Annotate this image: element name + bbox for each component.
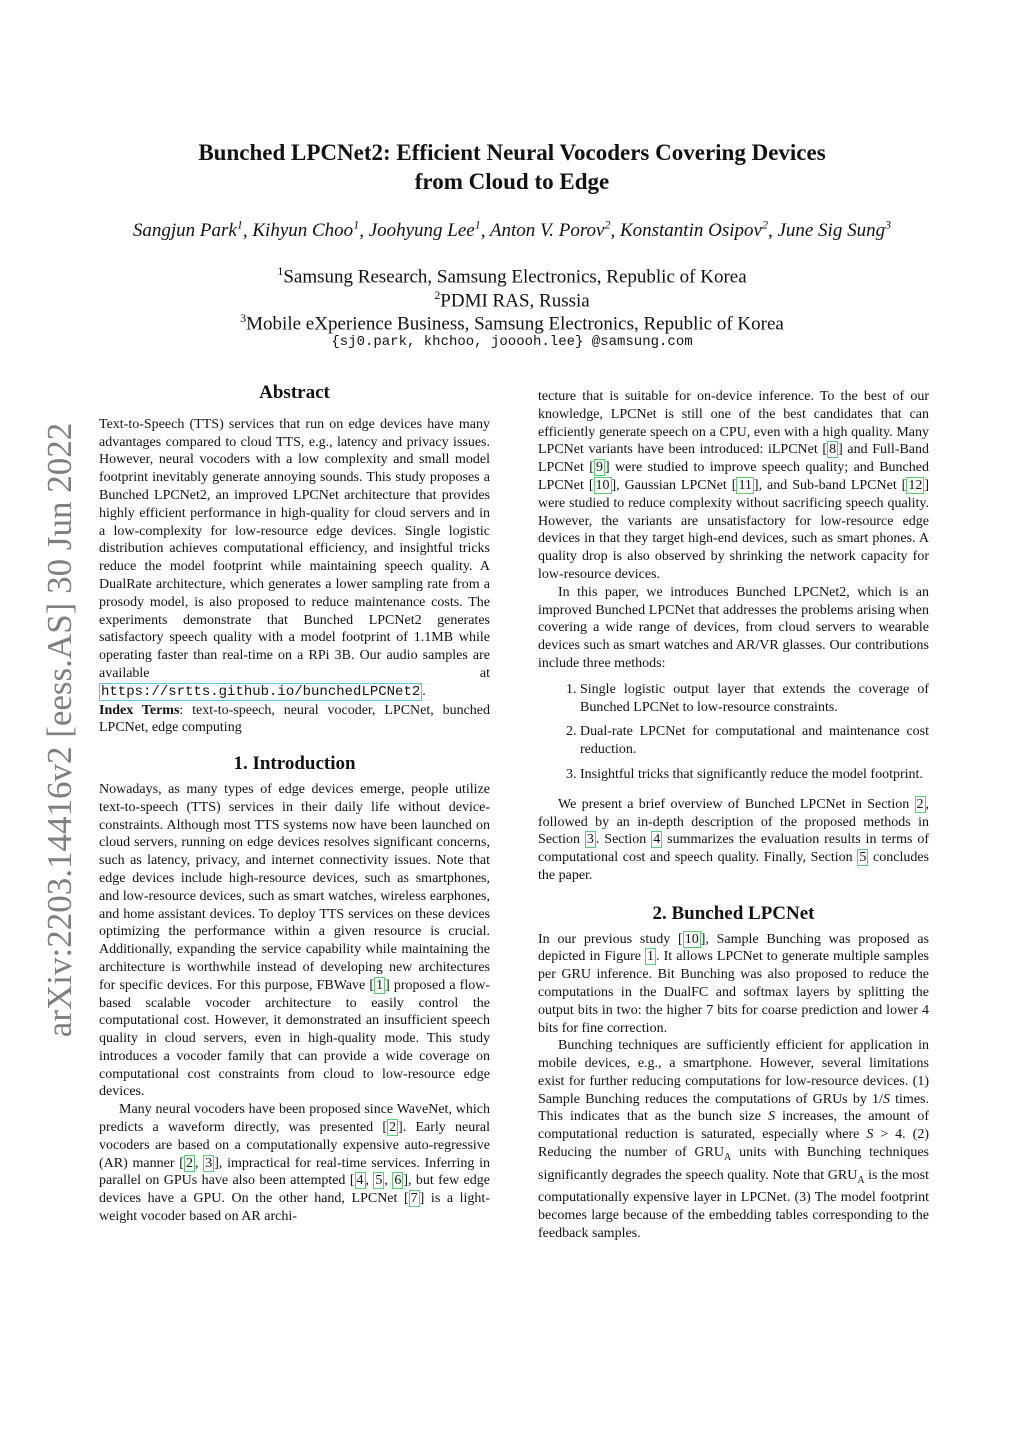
bunched-lpcnet-heading: 2. Bunched LPCNet <box>652 902 815 924</box>
contribution-list <box>538 681 929 784</box>
citation-link[interactable]: 10 <box>684 931 699 947</box>
author: Kihyun Choo$^1$ <box>252 218 360 242</box>
intro-paragraph-1: Nowadays, as many types of edge devices emerge, people utilize text-to-speech (TTS) services in their daily life without device-constraints. Although most TTS systems now have been launched on cloud servers, running on edge devices resolves significant concerns, such as latency, privacy, and internet connectivity issues. Note that edge devices include high-resource devices, such as smartphones, and low-resource devices, such as smart watches, wireless earphones, and home assistant devices. To deploy TTS services on these devices optimizing the performance within a given resource is crucial. Additionally, expanding the service capability while maintaining the architecture is worthwhile instead of developing new architectures for specific devices. For this purpose, FBWave [ 1 ] proposed a flow-based scalable vocoder architecture to easily control the computational cost. However, it demonstrated an insufficient speech quality in cloud servers, even in high-quality mode. This study introduces a vocoder family that can provide a wide coverage on computational cost constraints from cloud to low-resource edge devices. <box>99 781 490 1100</box>
email-line: {sj0.park, khchoo, jooooh.lee} @samsung.com <box>331 334 693 350</box>
section-link[interactable]: 2 <box>916 796 924 812</box>
right-column <box>538 388 929 1243</box>
section-link[interactable]: 4 <box>653 832 661 848</box>
author: June Sig Sung$^3$ <box>777 218 892 242</box>
citation-link[interactable]: 10 <box>595 477 610 493</box>
affiliation-2: $^2$PDMI RAS, Russia <box>434 288 590 312</box>
section-link[interactable]: 3 <box>586 832 594 848</box>
samples-link[interactable]: https://srtts.github.io/bunchedLPCNet2 <box>101 683 421 700</box>
abstract-text: Text-to-Speech (TTS) services that run on edge devices have many advantages compared to cloud TTS, e.g., latency and privacy issues. However, neural vocoders with a low complexity and small model footprint inevitably generate annoying sounds. This study proposes a Bunched LPCNet2, an improved LPCNet architecture that provides highly efficient performance in high-quality for cloud servers and in a low-complexity for low-resource edge devices. Single logistic distribution achieves computational efficiency, and insightful tricks reduce the model footprint while maintaining speech quality. A DualRate architecture, which generates a lower sampling rate from a prosody model, is also proposed to reduce maintenance costs. The experiments demonstrate that Bunched LPCNet2 generates satisfactory speech quality with a model footprint of 1.1MB while operating faster than real-time on a RPi 3B. Our audio samples are available at https://srtts.github.io/bunchedLPCNet2 . <box>99 416 490 700</box>
list-item: 2. Dual-rate LPCNet for computational and maintenance cost reduction. <box>580 723 929 759</box>
citation-link[interactable]: 8 <box>829 442 837 458</box>
affiliation-3: $^3$Mobile eXperience Business, Samsung Electronics, Republic of Korea <box>240 311 784 335</box>
figure-link[interactable]: 1 <box>647 949 655 965</box>
section-link[interactable]: 5 <box>859 850 867 866</box>
bunched-paragraph-2: Bunching techniques are sufficiently efficient for application in mobile devices, e.g., a smartphone. However, several limitations exist for further reducing computations for low-resource devices. (1) Sample Bunching reduces the computations of GRUs by 1/S times. This indicates that as the bunch size S increases, the amount of computational reduction is saturated, especially where S > 4. (2) Reducing the number of $GRU_A$ units with Bunching techniques significantly degrades the speech quality. Note that $GRU_A$ is the most computationally expensive layer in LPCNet. (3) The model footprint becomes large because of the embedding tables corresponding to the feedback samples. <box>538 1038 930 1241</box>
paper-title <box>0 138 1024 196</box>
intro-paragraph-4: In this paper, we introduces Bunched LPCNet2, which is an improved Bunched LPCNet that addresses the problems arising when covering a wide range of devices, from cloud servers to wearable devices such as smart watches and AR/VR glasses. Our contributions include three methods: <box>538 584 929 671</box>
affiliation-1: $^1$Samsung Research, Samsung Electronics, Republic of Korea <box>277 264 747 288</box>
list-item: 3. Insightful tricks that significantly reduce the model footprint. <box>580 766 929 784</box>
title-line-1: Bunched LPCNet2: Efficient Neural Vocoders Covering Devices <box>198 140 826 165</box>
arxiv-identifier: arXiv:2203.14416v2 [eess.AS] 30 Jun 2022 <box>40 422 79 1038</box>
author: Sangjun Park$^1$ <box>132 218 243 242</box>
citation-link[interactable]: 6 <box>394 1173 402 1189</box>
intro-paragraph-5: We present a brief overview of Bunched LPCNet in Section 2 , followed by an in-depth description of the proposed methods in Section 3 . Section 4 summarizes the evaluation results in terms of computational cost and speech quality. Finally, Section 5 concludes the paper. <box>538 796 930 883</box>
citation-link[interactable]: 5 <box>375 1173 383 1189</box>
citation-link[interactable]: 2 <box>389 1120 397 1136</box>
index-terms: Index Terms: text-to-speech, neural vocoder, LPCNet, bunched LPCNet, edge computing <box>99 702 490 736</box>
citation-link[interactable]: 4 <box>356 1173 364 1189</box>
citation-link[interactable]: 2 <box>185 1155 193 1171</box>
intro-paragraph-2: Many neural vocoders have been proposed since WaveNet, which predicts a waveform directly, was presented [ 2 ]. Early neural vocoders are based on a computationally expensive auto-regressive (AR) manner [ 2 , 3 ], impractical for real-time services. Inferring in parallel on GPUs have also been attempted [ 4 , 5 , 6 ], but few edge devices have a GPU. On the other hand, LPCNet [ 7 ] is a light-weight vocoder based on AR archi- <box>99 1102 490 1225</box>
author: Konstantin Osipov$^2$ <box>619 218 768 242</box>
left-column <box>99 384 490 1226</box>
abstract-heading: Abstract <box>259 382 330 403</box>
citation-link[interactable]: 1 <box>376 977 384 993</box>
author: Anton V. Porov$^2$ <box>489 218 611 242</box>
citation-link[interactable]: 9 <box>595 460 603 476</box>
list-item: 1. Single logistic output layer that extends the coverage of Bunched LPCNet to low-resource constraints. <box>580 681 929 717</box>
author: Joohyung Lee$^1$ <box>368 218 481 242</box>
author-list: Sangjun Park$^1$, Kihyun Choo$^1$, Joohyung Lee$^1$, Anton V. Porov$^2$, Konstantin Osipov$^2$, June Sig Sung$^3$ <box>132 218 892 242</box>
citation-link[interactable]: 7 <box>410 1191 418 1207</box>
citation-link[interactable]: 3 <box>205 1155 213 1171</box>
introduction-heading: 1. Introduction <box>233 753 356 775</box>
citation-link[interactable]: 11 <box>738 477 752 493</box>
title-line-2: from Cloud to Edge <box>414 169 610 194</box>
intro-paragraph-3: tecture that is suitable for on-device inference. To the best of our knowledge, LPCNet is still one of the best candidates that can efficiently generate speech on a CPU, even with a high quality. Many LPCNet variants have been introduced: iLPCNet [ 8 ] and Full-Band LPCNet [ 9 ] were studied to improve speech quality; and Bunched LPCNet [ 10 ], Gaussian LPCNet [ 11 ], and Sub-band LPCNet [ 12 ] were studied to reduce complexity without sacrificing speech quality. However, the variants are unsatisfactory for low-resource edge devices in that they target high-end devices, such as smart phones. A quality drop is also observed by shrinking the network capacity for low-resource devices. <box>538 389 930 582</box>
bunched-paragraph-1: In our previous study [ 10 ], Sample Bunching was proposed as depicted in Figure 1 . It allows LPCNet to generate multiple samples per GRU inference. Bit Bunching was also proposed to reduce the computations in the DualFC and softmax layers by splitting the output bits in two: the higher 7 bits for coarse prediction and lower 4 bits for fine correction. <box>538 931 929 1036</box>
citation-link[interactable]: 12 <box>908 477 923 493</box>
